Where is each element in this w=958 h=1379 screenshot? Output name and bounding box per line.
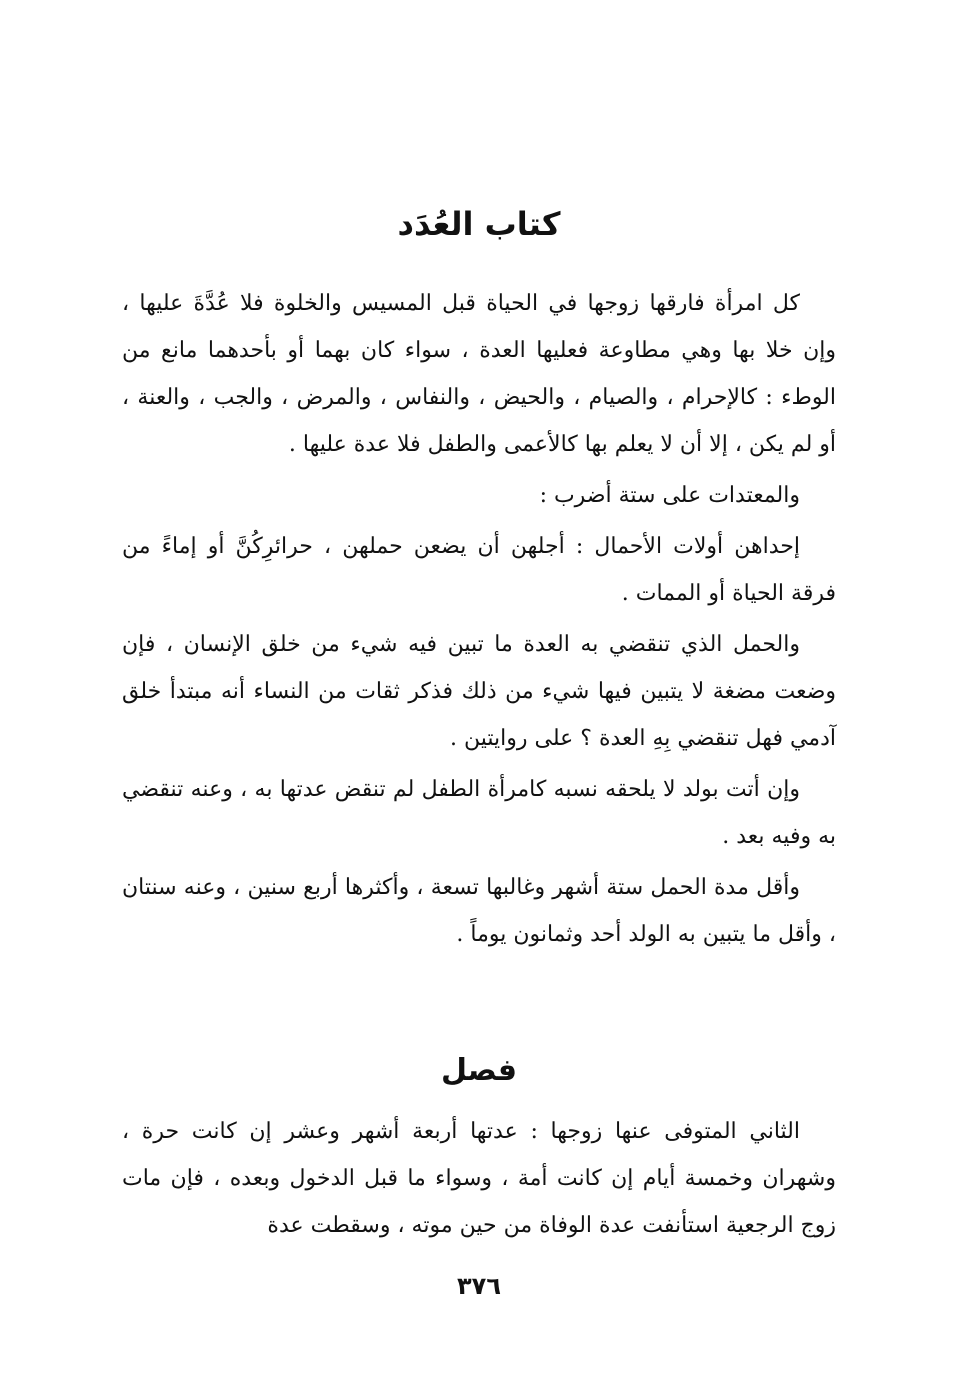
paragraph: وإن أتت بولد لا يلحقه نسبه كامرأة الطفل لم تنقض عدتها به ، وعنه تنقضي به وفيه بعد . xyxy=(122,777,836,849)
paragraph: كل امرأة فارقها زوجها في الحياة قبل المسيس والخلوة فلا عُدَّةَ عليها ، وإن خلا بها وهي مطاوعة فعليها العدة ، سواء كان بهما أو بأحدهما مانع من الوطء : كالإحرام ، والصيام ، والحيض ، والنفاس ، والمرض ، والجب ، والعنة ، أو لم يكن ، إلا أن لا يعلم بها كالأعمى والطفل فلا عدة عليها . xyxy=(122,291,836,457)
main-text-block xyxy=(122,280,836,962)
paragraph: وأقل مدة الحمل ستة أشهر وغالبها تسعة ، وأكثرها أربع سنين ، وعنه سنتان ، وأقل ما يتبين به الولد أحد وثمانون يوماً . xyxy=(122,875,836,947)
paragraph: إحداهن أولات الأحمال : أجلهن أن يضعن حملهن ، حرائرِكُنَّ أو إماءً من فرقة الحياة أو الممات . xyxy=(122,534,836,606)
paragraph: والحمل الذي تنقضي به العدة ما تبين فيه شيء من خلق الإنسان ، فإن وضعت مضغة لا يتبين فيها شيء من ذلك فذكر ثقات من النساء أنه مبتدأ خلق آدمي فهل تنقضي بِهِ العدة ؟ على روايتين . xyxy=(122,632,836,751)
chapter-title: كتاب العُدَد xyxy=(397,205,561,243)
section-title: فصل xyxy=(441,1053,517,1088)
page-number: ٣٧٦ xyxy=(457,1272,501,1300)
paragraph: الثاني المتوفى عنها زوجها : عدتها أربعة أشهر وعشر إن كانت حرة ، وشهران وخمسة أيام إن كانت أمة ، وسواء ما قبل الدخول وبعده ، فإن مات زوج الرجعية استأنفت عدة الوفاة من حين موته ، وسقطت عدة xyxy=(122,1119,836,1238)
paragraph: والمعتدات على ستة أضرب : xyxy=(539,483,800,508)
section-text-block xyxy=(122,1108,836,1253)
